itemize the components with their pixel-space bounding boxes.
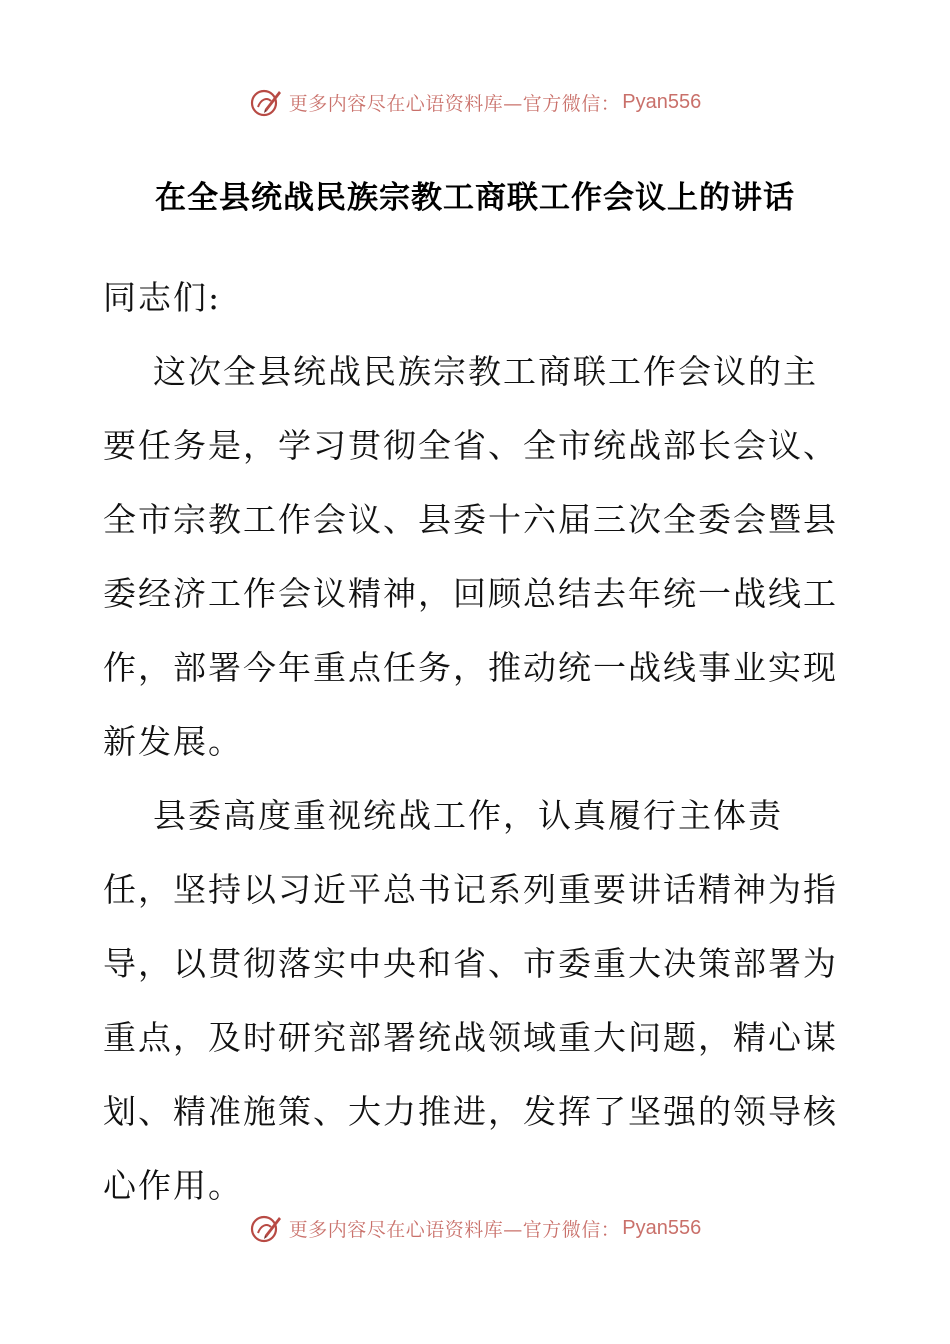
watermark-text: 更多内容尽在心语资料库—官方微信： bbox=[288, 1218, 621, 1241]
watermark-text: 更多内容尽在心语资料库—官方微信： bbox=[288, 92, 621, 115]
watermark-header bbox=[0, 80, 950, 124]
document-body bbox=[103, 261, 838, 1223]
document-title: 在全县统战民族宗教工商联工作会议上的讲话 bbox=[155, 180, 795, 216]
watermark-wechat-id: Pyan556 bbox=[622, 90, 702, 113]
salutation: 同志们: bbox=[103, 278, 222, 317]
watermark-footer bbox=[0, 1206, 950, 1250]
pen-logo-icon bbox=[249, 1211, 283, 1245]
paragraph-1: 这次全县统战民族宗教工商联工作会议的主要任务是，学习贯彻全省、全市统战部长会议、全市宗教工作会议、县委十六届三次全委会暨县委经济工作会议精神，回顾总结去年统一战线工作，部署今年重点任务，推动统一战线事业实现新发展。 bbox=[103, 352, 838, 761]
watermark-wechat-id: Pyan556 bbox=[622, 1216, 702, 1239]
pen-logo-icon bbox=[249, 85, 283, 119]
paragraph-2: 县委高度重视统战工作，认真履行主体责任，坚持以习近平总书记系列重要讲话精神为指导，以贯彻落实中央和省、市委重大决策部署为重点，及时研究部署统战领域重大问题，精心谋划、精准施策、大力推进，发挥了坚强的领导核心作用。 bbox=[103, 796, 838, 1205]
